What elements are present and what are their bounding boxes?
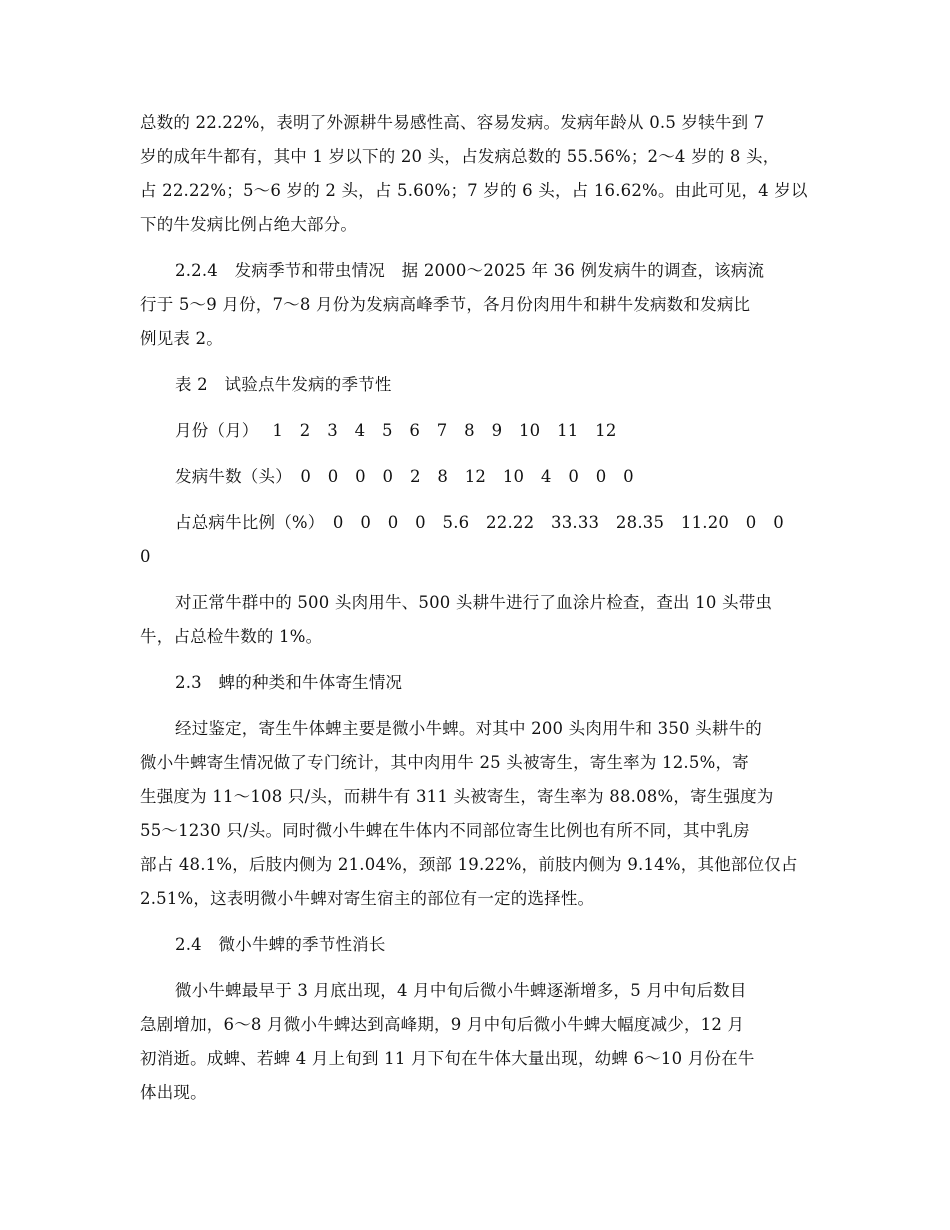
- table-row-cases: 发病牛数（头） 0 0 0 0 2 8 12 10 4 0 0 0: [175, 467, 634, 486]
- table-row-months: 月份（月） 1 2 3 4 5 6 7 8 9 10 11 12: [175, 421, 617, 440]
- paragraph-line: 微小牛蜱寄生情况做了专门统计，其中肉用牛 25 头被寄生，寄生率为 12.5%，寄: [140, 753, 749, 772]
- paragraph-line: 2.51%，这表明微小牛蜱对寄生宿主的部位有一定的选择性。: [140, 889, 595, 908]
- paragraph-line: 岁的成年牛都有，其中 1 岁以下的 20 头，占发病总数的 55.56%；2～4 岁的 8 头，: [140, 147, 780, 166]
- table-row-ratio: 占总病牛比例（%） 0 0 0 0 5.6 22.22 33.33 28.35 11.20 0 0: [175, 513, 784, 532]
- table-caption: 表 2 试验点牛发病的季节性: [175, 375, 392, 394]
- paragraph-line: 体出现。: [140, 1083, 207, 1102]
- section-heading: 2.4 微小牛蜱的季节性消长: [175, 935, 386, 954]
- paragraph-line: 经过鉴定，寄生牛体蜱主要是微小牛蜱。对其中 200 头肉用牛和 350 头耕牛的: [175, 719, 762, 738]
- paragraph-line: 部占 48.1%，后肢内侧为 21.04%，颈部 19.22%，前肢内侧为 9.14%，其他部位仅占: [140, 855, 798, 874]
- paragraph-line: 初消逝。成蜱、若蜱 4 月上旬到 11 月下旬在牛体大量出现，幼蜱 6～10 月份在牛: [140, 1049, 755, 1068]
- paragraph-line: 对正常牛群中的 500 头肉用牛、500 头耕牛进行了血涂片检查，查出 10 头带虫: [175, 593, 773, 612]
- paragraph-line: 例见表 2。: [140, 329, 223, 348]
- table-row-ratio-wrap: 0: [140, 547, 151, 566]
- paragraph-line: 牛，占总检牛数的 1%。: [140, 627, 323, 646]
- paragraph-line: 生强度为 11～108 只/头，而耕牛有 311 头被寄生，寄生率为 88.08%，寄生强度为: [140, 787, 774, 806]
- paragraph-line: 占 22.22%；5～6 岁的 2 头，占 5.60%；7 岁的 6 头，占 16.62%。由此可见，4 岁以: [140, 181, 808, 200]
- section-heading-line: 2.2.4 发病季节和带虫情况 据 2000～2025 年 36 例发病牛的调查，该病流: [175, 261, 765, 280]
- paragraph-line: 微小牛蜱最早于 3 月底出现，4 月中旬后微小牛蜱逐渐增多，5 月中旬后数目: [175, 981, 747, 1000]
- paragraph-line: 下的牛发病比例占绝大部分。: [140, 215, 358, 234]
- paragraph-line: 55～1230 只/头。同时微小牛蜱在牛体内不同部位寄生比例也有所不同，其中乳房: [140, 821, 750, 840]
- paragraph-line: 总数的 22.22%，表明了外源耕牛易感性高、容易发病。发病年龄从 0.5 岁犊牛到 7: [140, 113, 765, 132]
- paragraph-line: 行于 5～9 月份，7～8 月份为发病高峰季节，各月份肉用牛和耕牛发病数和发病比: [140, 295, 751, 314]
- section-heading: 2.3 蜱的种类和牛体寄生情况: [175, 673, 403, 692]
- paragraph-line: 急剧增加，6～8 月微小牛蜱达到高峰期，9 月中旬后微小牛蜱大幅度减少，12 月: [140, 1015, 745, 1034]
